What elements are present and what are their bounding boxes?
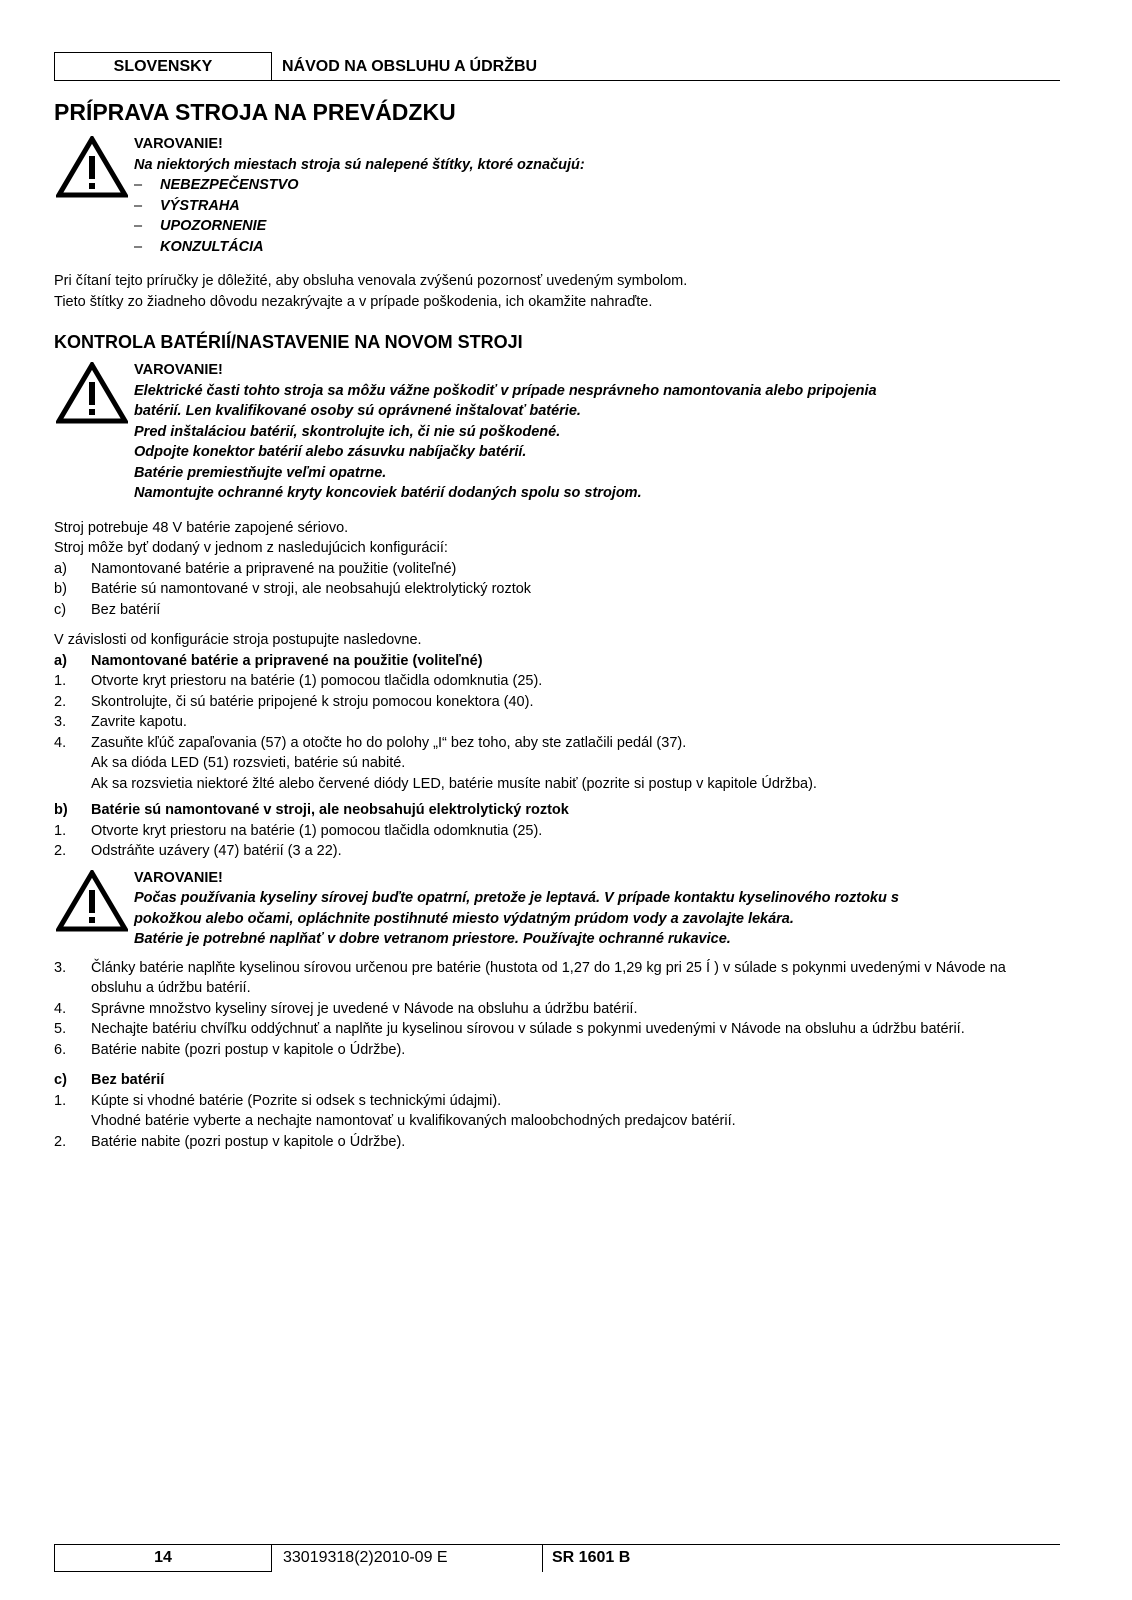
warning-text: Na niektorých miestach stroja sú nalepené štítky, ktoré označujú: (134, 156, 585, 173)
config-item: c) Bez batérií (54, 601, 161, 618)
page-header (54, 52, 1060, 81)
page-footer (54, 1544, 1060, 1573)
step-continuation: Ak sa rozsvietia niektoré žlté alebo červené diódy LED, batérie musíte nabiť (pozrite si postup v kapitole Údržba). (91, 775, 817, 792)
document-code: 33019318(2)2010-09 E (283, 1549, 448, 1566)
step-item: 4. Správne množstvo kyseliny sírovej je uvedené v Návode na obsluhu a údržbu batérií. (54, 1000, 638, 1017)
step-item: 1. Otvorte kryt priestoru na batérie (1) pomocou tlačidla odomknutia (25). (54, 673, 543, 689)
warning-block-acid (54, 868, 1060, 950)
header-language: SLOVENSKY (54, 52, 272, 80)
section-title-preparation: PRÍPRAVA STROJA NA PREVÁDZKU (54, 99, 456, 125)
warning-triangle-icon (56, 136, 128, 198)
step-item: 5. Nechajte batériu chvíľku oddýchnuť a naplňte ju kyselinou sírovou v súlade s pokynmi uvedenými v Návode na obsluhu a údržbu batérií. (54, 1021, 965, 1037)
warning-triangle-icon (56, 362, 128, 424)
page-content (54, 98, 1060, 1152)
step-item: 2. Skontrolujte, či sú batérie pripojené k stroju pomocou konektora (40). (54, 693, 534, 710)
body-paragraph: Pri čítaní tejto príručky je dôležité, aby obsluha venovala zvýšenú pozornosť uvedeným symbolom. (54, 273, 688, 289)
warning-text: Odpojte konektor batérií alebo zásuvku nabíjačky batérií. (134, 444, 527, 460)
warning-list-item: – NEBEZPEČENSTVO (134, 177, 299, 193)
warning-list-item: – UPOZORNENIE (134, 218, 267, 234)
warning-text: Batérie je potrebné naplňať v dobre vetranom priestore. Používajte ochranné rukavice. (134, 931, 731, 947)
warning-block-labels (54, 134, 1060, 257)
step-item: 4. Zasuňte kľúč zapaľovania (57) a otočte ho do polohy „I“ bez toho, aby ste zatlačili pedál (37). (54, 734, 687, 751)
body-paragraph: Tieto štítky zo žiadneho dôvodu nezakrývajte a v prípade poškodenia, ich okamžite nahraďte. (54, 293, 653, 310)
warning-heading: VAROVANIE! (134, 869, 223, 886)
step-item: 1. Otvorte kryt priestoru na batérie (1) pomocou tlačidla odomknutia (25). (54, 822, 543, 839)
warning-block-electrical (54, 360, 1060, 504)
step-item: 1. Kúpte si vhodné batérie (Pozrite si odsek s technickými údajmi). (54, 1092, 502, 1109)
warning-text: Počas používania kyseliny sírovej buďte opatrní, pretože je leptavá. V prípade kontaktu kyselinového roztoku s (134, 890, 899, 906)
warning-list-item: – VÝSTRAHA (134, 197, 240, 214)
step-continuation: Vhodné batérie vyberte a nechajte namontovať u kvalifikovaných maloobchodných predajcov batérií. (91, 1113, 736, 1129)
step-item: 2. Batérie nabite (pozri postup v kapitole o Údržbe). (54, 1133, 406, 1150)
body-paragraph: Stroj môže byť dodaný v jednom z nasledujúcich konfigurácií: (54, 540, 448, 556)
step-item: 3. Články batérie naplňte kyselinou sírovou určenou pre batérie (hustota od 1,27 do 1,29 kg pri 25 Í ) v súlade s pokynmi uvedenými v Návode na obsluhu a údržbu batérií. (54, 959, 1006, 996)
subsection-title-c: c) Bez batérií (54, 1072, 165, 1088)
body-paragraph: V závislosti od konfigurácie stroja postupujte nasledovne. (54, 632, 422, 648)
section-title-battery-check: KONTROLA BATÉRIÍ/NASTAVENIE NA NOVOM STROJI (54, 332, 523, 352)
warning-text: pokožkou alebo očami, opláchnite postihnuté miesto výdatným prúdom vody a zavolajte lekára. (134, 910, 794, 927)
step-item: 3. Zavrite kapotu. (54, 714, 187, 730)
config-item: b) Batérie sú namontované v stroji, ale neobsahujú elektrolytický roztok (54, 581, 532, 597)
subsection-title-b: b) Batérie sú namontované v stroji, ale neobsahujú elektrolytický roztok (54, 802, 569, 818)
warning-text: Elektrické časti tohto stroja sa môžu vážne poškodiť v prípade nesprávneho namontovania alebo pripojenia (134, 382, 877, 399)
warning-heading: VAROVANIE! (134, 362, 223, 378)
warning-text: Batérie premiestňujte veľmi opatrne. (134, 464, 387, 481)
header-title: NÁVOD NA OBSLUHU A ÚDRŽBU (282, 58, 538, 75)
page-number: 14 (54, 1545, 272, 1572)
config-item: a) Namontované batérie a pripravené na použitie (voliteľné) (54, 560, 457, 577)
step-item: 6. Batérie nabite (pozri postup v kapitole o Údržbe). (54, 1041, 406, 1058)
warning-list-item: – KONZULTÁCIA (134, 238, 264, 255)
footer-divider (542, 1545, 543, 1572)
step-item: 2. Odstráňte uzávery (47) batérií (3 a 22). (54, 843, 342, 859)
warning-text: Namontujte ochranné kryty koncoviek batérií dodaných spolu so strojom. (134, 485, 642, 501)
warning-text: Pred inštaláciou batérií, skontrolujte ich, či nie sú poškodené. (134, 423, 561, 440)
warning-text: batérií. Len kvalifikované osoby sú oprávnené inštalovať batérie. (134, 403, 581, 419)
body-paragraph: Stroj potrebuje 48 V batérie zapojené sériovo. (54, 519, 349, 536)
step-continuation: Ak sa dióda LED (51) rozsvieti, batérie sú nabité. (91, 755, 406, 771)
warning-heading: VAROVANIE! (134, 136, 223, 152)
machine-model: SR 1601 B (552, 1549, 631, 1566)
subsection-title-a: a) Namontované batérie a pripravené na použitie (voliteľné) (54, 652, 483, 669)
warning-triangle-icon (56, 870, 128, 932)
